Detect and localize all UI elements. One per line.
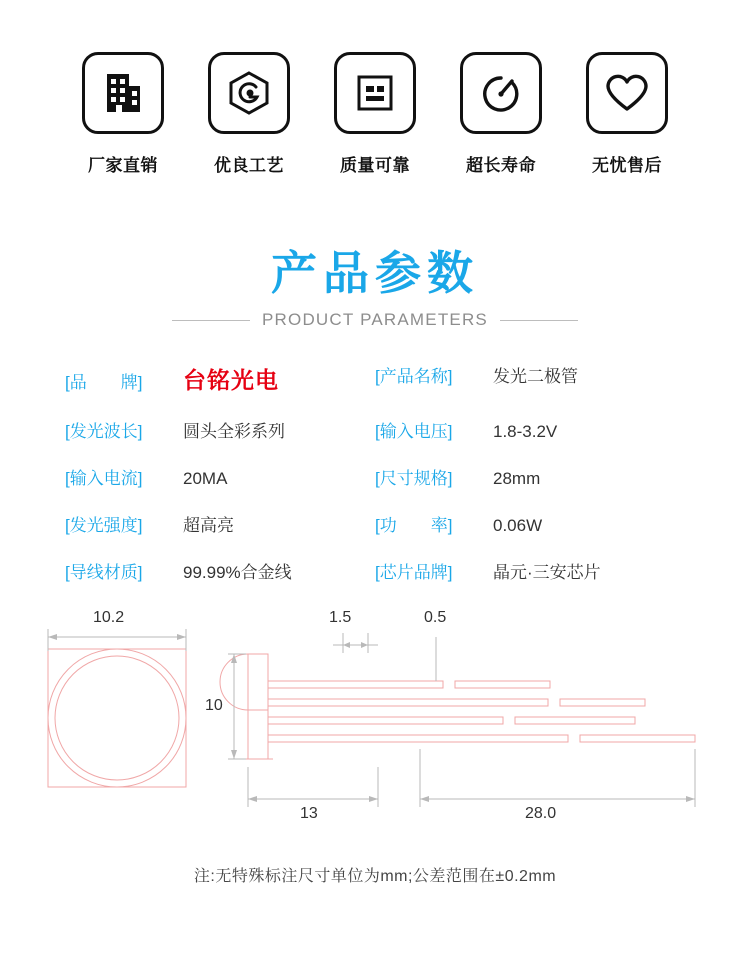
drawing-note: 注:无特殊标注尺寸单位为mm;公差范围在±0.2mm: [193, 868, 557, 885]
param-key: [发光强度]: [65, 516, 143, 535]
param-row-chip-brand: [375, 558, 685, 583]
feature-item-0: [71, 52, 175, 176]
param-row-brand: [65, 362, 375, 395]
param-key: [尺寸规格]: [375, 469, 453, 488]
param-row-product-name: [375, 362, 685, 395]
param-row-wavelength: [65, 417, 375, 442]
parameter-table: [65, 362, 685, 583]
drawing-svg: [0, 607, 750, 857]
param-row-voltage: [375, 417, 685, 442]
quality-chip-icon: [350, 68, 400, 118]
feature-icon-box-4: [586, 52, 668, 134]
feature-item-3: [449, 52, 553, 176]
param-row-power: [375, 511, 685, 536]
feature-item-4: [575, 52, 679, 176]
param-value: 台铭光电: [183, 367, 279, 393]
feature-icon-box-0: [82, 52, 164, 134]
feature-item-1: [197, 52, 301, 176]
hexagon-gear-icon: [224, 68, 274, 118]
param-value: 99.99%合金线: [183, 563, 292, 582]
param-row-wire-material: [65, 558, 375, 583]
title-rule-left: [172, 320, 250, 321]
dim-label-0-5: 0.5: [424, 609, 447, 626]
feature-label-4: 无忧售后: [592, 156, 662, 175]
param-value: 超高亮: [183, 516, 234, 535]
param-key: [品 牌]: [65, 373, 143, 392]
param-value: 1.8-3.2V: [493, 422, 558, 441]
param-key: [功 率]: [375, 516, 453, 535]
dim-label-10-2: 10.2: [93, 609, 125, 626]
param-key: [导线材质]: [65, 563, 143, 582]
feature-label-2: 质量可靠: [340, 156, 410, 175]
feature-label-1: 优良工艺: [214, 156, 284, 175]
dim-label-1-5: 1.5: [329, 609, 352, 626]
param-key: [发光波长]: [65, 422, 143, 441]
param-value: 发光二极管: [493, 367, 578, 386]
feature-label-0: 厂家直销: [88, 156, 158, 175]
feature-icon-box-2: [334, 52, 416, 134]
section-title: [0, 247, 750, 330]
feature-label-3: 超长寿命: [466, 156, 536, 175]
param-row-current: [65, 464, 375, 489]
param-value: 晶元·三安芯片: [493, 563, 601, 582]
stopwatch-icon: [476, 68, 526, 118]
param-row-intensity: [65, 511, 375, 536]
page-subtitle: PRODUCT PARAMETERS: [262, 310, 488, 329]
param-key: [产品名称]: [375, 367, 453, 386]
feature-row: [0, 0, 750, 176]
dim-label-10: 10: [205, 697, 223, 714]
dim-label-28-0: 28.0: [525, 805, 557, 822]
page-title: 产品参数: [271, 247, 479, 299]
param-row-size: [375, 464, 685, 489]
heart-icon: [602, 68, 652, 118]
param-value: 28mm: [493, 469, 541, 488]
param-value: 0.06W: [493, 516, 543, 535]
factory-icon: [98, 68, 148, 118]
param-value: 圆头全彩系列: [183, 422, 285, 441]
dim-label-13: 13: [300, 805, 318, 822]
title-rule-right: [500, 320, 578, 321]
feature-icon-box-3: [460, 52, 542, 134]
param-value: 20MA: [183, 469, 228, 488]
param-key: [芯片品牌]: [375, 563, 453, 582]
title-subtitle-row: [0, 310, 750, 330]
feature-icon-box-1: [208, 52, 290, 134]
param-key: [输入电流]: [65, 469, 143, 488]
technical-drawing: [0, 607, 750, 857]
param-key: [输入电压]: [375, 422, 453, 441]
feature-item-2: [323, 52, 427, 176]
